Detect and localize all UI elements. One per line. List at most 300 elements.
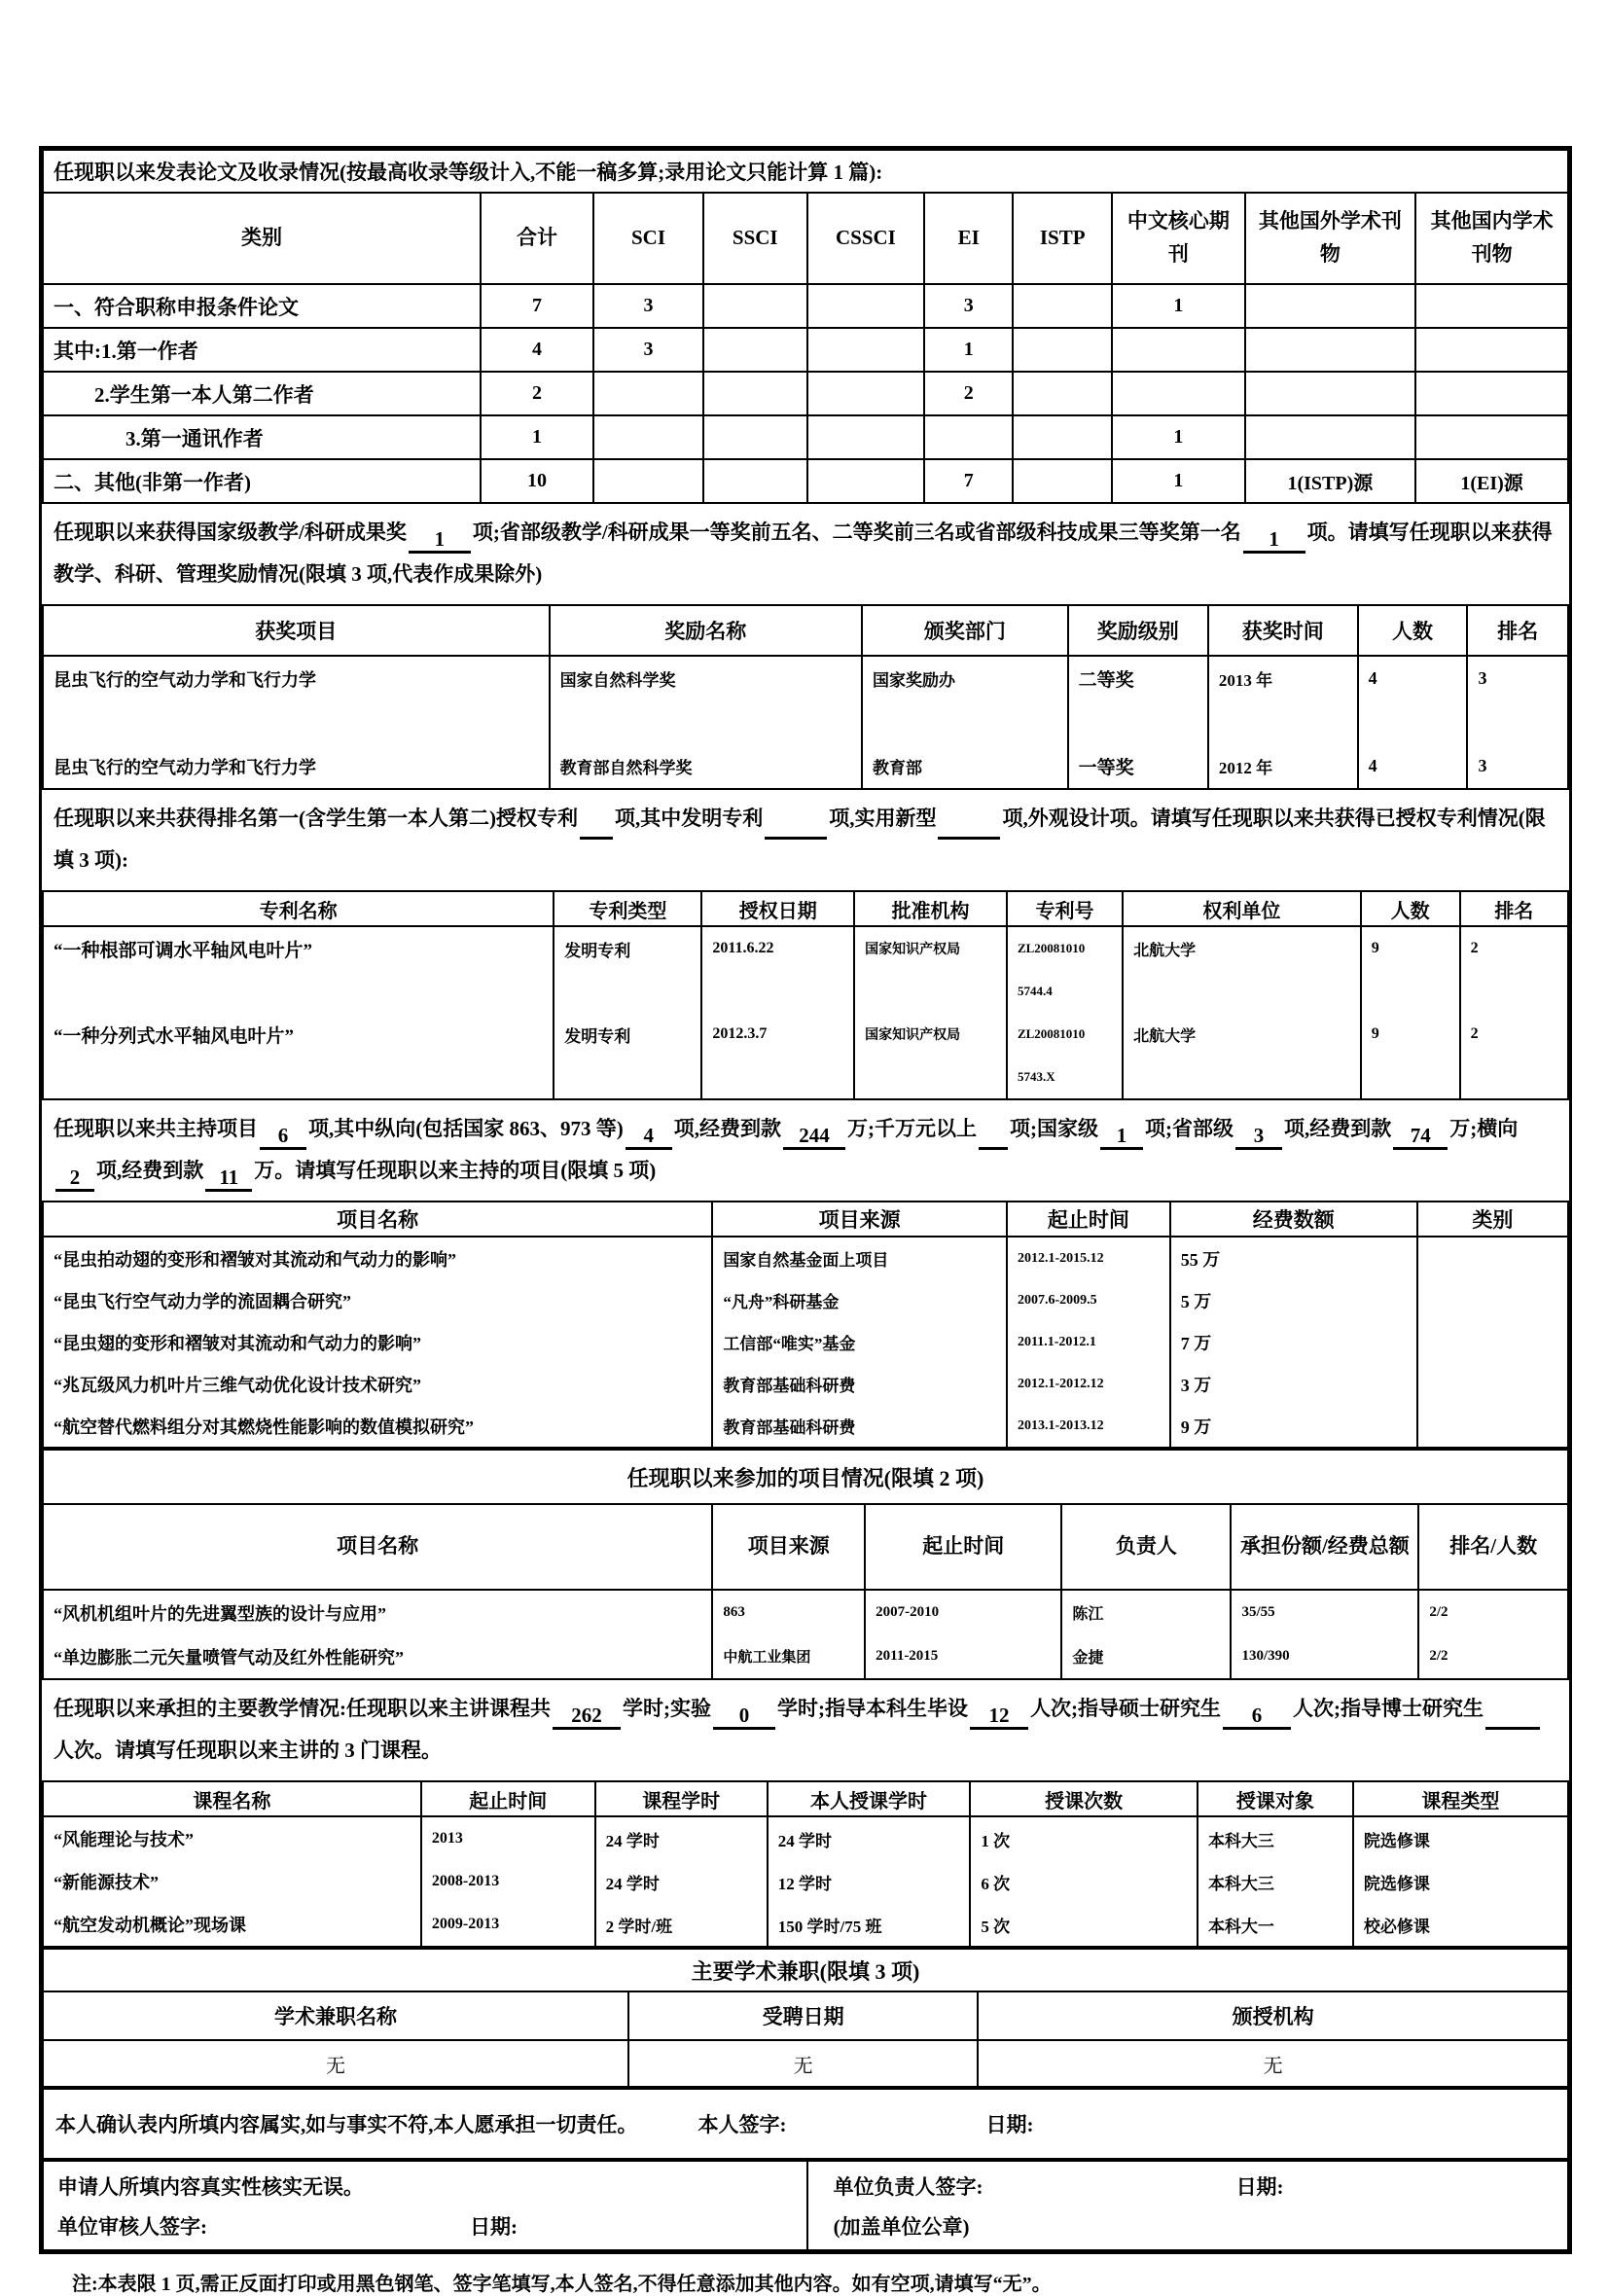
table-row [43, 1590, 1568, 1679]
table-cell: 3 [593, 284, 703, 328]
col-header: 中文核心期刊 [1112, 193, 1244, 284]
entry-line: 130/390 [1241, 1648, 1290, 1665]
table-cell: 10 [481, 459, 593, 503]
entry-line [44, 700, 549, 744]
form-sheet [39, 146, 1572, 2296]
entry-line: 6 次 [981, 1874, 1011, 1893]
table-cell [1061, 1590, 1231, 1679]
blank-field: 0 [713, 1704, 775, 1730]
table-cell: 4 [481, 328, 593, 372]
table-cell: 1 [924, 328, 1013, 372]
table-row [43, 926, 1568, 1099]
table-row [43, 1237, 1568, 1448]
col-header: 合计 [481, 193, 593, 284]
date-label: 日期: [1235, 2174, 1284, 2199]
table-cell [43, 926, 554, 1099]
entry-line: 昆虫飞行的空气动力学和飞行力学 [54, 669, 316, 690]
entry-line: 发明专利 [564, 1026, 631, 1046]
entry-line: 55 万 [1180, 1249, 1221, 1270]
col-header: 负责人 [1061, 1504, 1231, 1590]
entry-line: 2/2 [1429, 1648, 1448, 1665]
table-row [43, 150, 1568, 193]
blank-field: 74 [1393, 1124, 1448, 1150]
entry-line: “一种分列式水平轴风电叶片” [54, 1025, 295, 1047]
table-cell [1245, 372, 1416, 415]
blank-field [979, 1147, 1008, 1150]
col-header: ISTP [1013, 193, 1112, 284]
col-header: 授课对象 [1198, 1781, 1353, 1816]
teaching-paragraph [42, 1680, 1569, 1780]
table-row [43, 2161, 1568, 2250]
col-header: 排名 [1467, 605, 1568, 656]
table-row [43, 372, 1568, 415]
entry-line: “凡舟”科研基金 [723, 1293, 840, 1312]
table-cell [1417, 1237, 1568, 1448]
para-text: 任现职以来共获得排名第一(含学生第一本人第二)授权专利 [54, 807, 578, 831]
table-cell [1231, 1590, 1418, 1679]
entry-line: 2007-2010 [876, 1604, 940, 1621]
table-cell [703, 372, 807, 415]
blank-field [938, 837, 1000, 840]
table-row [43, 1991, 1568, 2040]
col-header: 专利号 [1007, 891, 1123, 926]
table-row [43, 1504, 1568, 1590]
table-cell [1170, 1237, 1417, 1448]
entry-line: 2011.6.22 [712, 940, 774, 957]
table-cell [862, 656, 1068, 789]
table-cell [1013, 415, 1112, 459]
awards-table [42, 604, 1569, 790]
entry-line: “单边膨胀二元矢量喷管气动及红外性能研究” [54, 1647, 404, 1668]
entry-line: 北航大学 [1133, 942, 1197, 959]
verification-statement: 申请人所填内容真实性核实无误。 [57, 2174, 364, 2199]
entry-line: 2011-2015 [876, 1648, 939, 1665]
table-row [43, 415, 1568, 459]
col-header: 授课次数 [970, 1781, 1198, 1816]
col-header: 排名/人数 [1418, 1504, 1568, 1590]
table-cell [1245, 284, 1416, 328]
table-cell: 7 [481, 284, 593, 328]
entry-line: 2012.1-2015.12 [1017, 1250, 1104, 1266]
table-cell [1112, 328, 1244, 372]
table-cell [1353, 1816, 1568, 1947]
entry-line: 5 次 [981, 1917, 1011, 1936]
entry-line: “风能理论与技术” [54, 1830, 194, 1850]
entry-line: 4 [1368, 668, 1377, 689]
date-label: 日期: [470, 2214, 518, 2239]
entry-line [44, 1056, 553, 1098]
blank-field: 244 [783, 1124, 845, 1150]
col-header: 奖励级别 [1068, 605, 1208, 656]
table-row [43, 193, 1568, 284]
publications-table [42, 149, 1569, 504]
table-cell: 3 [593, 328, 703, 372]
entry-line: “昆虫飞行空气动力学的流固耦合研究” [54, 1291, 351, 1311]
blank-field: 11 [205, 1166, 252, 1192]
table-cell [1467, 656, 1568, 789]
table-cell [712, 1590, 865, 1679]
entry-line: 工信部“唯实”基金 [723, 1335, 856, 1354]
confirmation-statement: 本人确认表内所填内容属实,如与事实不符,本人愿承担一切责任。 [55, 2113, 638, 2137]
para-text: 任现职以来承担的主要教学情况:任现职以来主讲课程共 [54, 1697, 551, 1721]
entry-line: 1 次 [981, 1831, 1011, 1850]
academic-positions-table [42, 1948, 1569, 2088]
row-label: 其中:1.第一作者 [43, 328, 481, 372]
blank-field: 4 [626, 1124, 672, 1150]
awards-paragraph [42, 504, 1569, 604]
table-row [43, 328, 1568, 372]
table-cell: 1 [1112, 284, 1244, 328]
table-cell: 2 [481, 372, 593, 415]
table-cell [1068, 656, 1208, 789]
para-text: 人次;指导硕士研究生 [1030, 1697, 1221, 1721]
col-header: 学术兼职名称 [43, 1991, 628, 2040]
entry-line: 2013.1-2013.12 [1017, 1417, 1104, 1433]
para-text: 万;千万元以上 [847, 1117, 977, 1141]
para-text: 任现职以来获得国家级教学/科研成果奖 [54, 520, 407, 544]
col-header: 本人授课学时 [768, 1781, 971, 1816]
entry-line [551, 700, 861, 744]
entry-line: 5743.X [1017, 1069, 1055, 1085]
table-row [43, 656, 1568, 789]
entry-line: “昆虫拍动翅的变形和褶皱对其流动和气动力的影响” [54, 1249, 456, 1270]
para-text: 项,经费到款 [673, 1117, 781, 1141]
entry-line [1209, 700, 1357, 744]
patents-table [42, 890, 1569, 1100]
para-text: 人次;指导博士研究生 [1293, 1697, 1484, 1721]
applicant-verification-cell [43, 2161, 807, 2250]
entry-line: 12 学时 [777, 1874, 833, 1893]
confirmation-table [42, 2088, 1569, 2160]
para-text: 项,其中纵向(包括国家 863、973 等) [308, 1117, 624, 1141]
entry-line [863, 700, 1067, 744]
table-cell [1415, 328, 1568, 372]
confirmation-cell [43, 2089, 1568, 2159]
table-cell [550, 656, 862, 789]
blank-field [1485, 1727, 1540, 1730]
entry-line: 院选修课 [1363, 1831, 1430, 1850]
table-cell [701, 926, 854, 1099]
blank-field: 1 [1100, 1124, 1143, 1150]
table-cell [593, 459, 703, 503]
table-cell: 1 [1112, 415, 1244, 459]
col-header: 人数 [1361, 891, 1460, 926]
self-signature-label: 本人签字: [697, 2113, 787, 2137]
entry-line: 35/55 [1241, 1604, 1275, 1621]
table-row [43, 891, 1568, 926]
patents-paragraph [42, 790, 1569, 890]
col-header: SSCI [703, 193, 807, 284]
para-text: 万;横向 [1449, 1117, 1519, 1141]
entry-line [1124, 1056, 1360, 1098]
table-cell [807, 459, 925, 503]
unit-review-table [42, 2160, 1569, 2251]
table-cell [1245, 328, 1416, 372]
blank-field: 6 [260, 1124, 306, 1150]
table-cell: 无 [43, 2040, 628, 2087]
table-cell [970, 1816, 1198, 1947]
table-cell [43, 1816, 421, 1947]
col-header: 获奖项目 [43, 605, 550, 656]
table-cell [1007, 926, 1123, 1099]
unit-seal-note: (加盖单位公章) [833, 2214, 970, 2239]
para-text: 项;国家级 [1010, 1117, 1098, 1141]
entry-line [702, 970, 853, 1013]
table-cell [807, 372, 925, 415]
col-header: 授权日期 [701, 891, 854, 926]
entry-line: 金捷 [1072, 1650, 1104, 1668]
date-label: 日期: [985, 2113, 1034, 2137]
unit-leader-signature-label: 单位负责人签字: [833, 2174, 983, 2199]
entry-line [554, 1056, 700, 1098]
table-cell: 1(EI)源 [1415, 459, 1568, 503]
entry-line: 9 万 [1180, 1417, 1212, 1437]
entry-line: 3 [1478, 668, 1487, 689]
participated-section-title: 任现职以来参加的项目情况(限填 2 项) [43, 1450, 1568, 1504]
entry-line: 2 [1470, 1025, 1479, 1043]
table-cell [1361, 926, 1460, 1099]
table-row [43, 2089, 1568, 2159]
participated-projects-table [42, 1449, 1569, 1680]
entry-line: 昆虫飞行的空气动力学和飞行力学 [54, 757, 316, 777]
entry-line [44, 970, 553, 1013]
table-cell [1418, 1590, 1568, 1679]
entry-line: 国家知识产权局 [865, 943, 961, 958]
entry-line: 24 学时 [605, 1874, 660, 1893]
para-text: 项。请填写任现职以来获得教学、科研、管理奖励情况(限填 3 项,代表作成果除外) [54, 520, 1553, 587]
col-header: 其他国外学术刊物 [1245, 193, 1416, 284]
col-header: 起止时间 [865, 1504, 1061, 1590]
table-cell [703, 284, 807, 328]
col-header: 项目来源 [712, 1504, 865, 1590]
table-cell [1013, 328, 1112, 372]
entry-line: 2013 [431, 1830, 463, 1848]
entry-line: 2/2 [1429, 1604, 1448, 1621]
entry-line: 院选修课 [1363, 1874, 1430, 1893]
entry-line: 2008-2013 [431, 1873, 500, 1890]
entry-line: 24 学时 [605, 1831, 660, 1850]
table-cell [1013, 372, 1112, 415]
table-cell [807, 284, 925, 328]
table-cell: 7 [924, 459, 1013, 503]
col-header: CSSCI [807, 193, 925, 284]
entry-line: 2 学时/班 [605, 1917, 673, 1936]
entry-line: 国家奖励办 [873, 671, 955, 691]
entry-line: 国家自然基金面上项目 [723, 1251, 889, 1271]
entry-line [1069, 700, 1207, 744]
entry-line: 3 万 [1180, 1375, 1212, 1395]
para-text: 项,经费到款 [1284, 1117, 1392, 1141]
entry-line: “航空替代燃料组分对其燃烧性能影响的数值模拟研究” [54, 1417, 474, 1437]
col-header: 类别 [1417, 1202, 1568, 1237]
blank-field: 12 [970, 1704, 1028, 1730]
col-header: 起止时间 [1007, 1202, 1170, 1237]
table-cell [1208, 656, 1358, 789]
entry-line: 4 [1368, 756, 1377, 776]
table-row [43, 1202, 1568, 1237]
entry-line [702, 1056, 853, 1098]
blank-field: 6 [1223, 1704, 1291, 1730]
col-header: 人数 [1358, 605, 1468, 656]
entry-line: “风机机组叶片的先进翼型族的设计与应用” [54, 1603, 386, 1624]
hosted-projects-table [42, 1201, 1569, 1449]
table-cell [703, 328, 807, 372]
entry-line: 863 [723, 1604, 745, 1621]
entry-line: 2012.3.7 [712, 1025, 768, 1043]
hosted-projects-paragraph [42, 1100, 1569, 1201]
blank-field: 262 [553, 1704, 621, 1730]
entry-line: 二等奖 [1078, 670, 1134, 692]
col-header: 排名 [1460, 891, 1568, 926]
table-cell: 1 [481, 415, 593, 459]
table-cell [43, 1237, 712, 1448]
table-cell [1013, 459, 1112, 503]
table-cell: 2 [924, 372, 1013, 415]
table-cell [1013, 284, 1112, 328]
entry-line [1418, 1238, 1567, 1279]
col-header: 批准机构 [854, 891, 1007, 926]
entry-line: 3 [1478, 756, 1487, 776]
entry-line: 陈江 [1072, 1606, 1104, 1624]
unit-leader-cell [807, 2161, 1568, 2250]
entry-line [1359, 700, 1467, 744]
col-header: 课程类型 [1353, 1781, 1568, 1816]
table-row [43, 2040, 1568, 2087]
table-cell [593, 372, 703, 415]
table-cell: 无 [628, 2040, 978, 2087]
entry-line: 本科大一 [1207, 1917, 1274, 1936]
entry-line: 2012.1-2012.12 [1017, 1376, 1104, 1391]
blank-field: 2 [55, 1166, 94, 1192]
table-cell [1460, 926, 1568, 1099]
col-header: 课程学时 [595, 1781, 768, 1816]
row-label: 一、符合职称申报条件论文 [43, 284, 481, 328]
entry-line: 教育部自然科学奖 [559, 759, 693, 778]
entry-line: “新能源技术” [54, 1873, 159, 1893]
entry-line: 9 [1371, 1025, 1379, 1043]
courses-table [42, 1780, 1569, 1948]
entry-line: 中航工业集团 [723, 1650, 811, 1667]
entry-line [1362, 970, 1459, 1013]
col-header: 项目来源 [712, 1202, 1007, 1237]
col-header: 项目名称 [43, 1202, 712, 1237]
table-cell [1123, 926, 1361, 1099]
para-text: 项,外观设计项。请填写任现职以来共获得已授权专利情况(限填 3 项): [54, 807, 1546, 873]
entry-line [1468, 700, 1567, 744]
col-header: 获奖时间 [1208, 605, 1358, 656]
blank-field: 1 [409, 527, 471, 554]
table-cell [421, 1816, 595, 1947]
col-header: EI [924, 193, 1013, 284]
table-cell: 无 [978, 2040, 1568, 2087]
entry-line [855, 1056, 1006, 1098]
table-cell [807, 415, 925, 459]
col-header: 起止时间 [421, 1781, 595, 1816]
entry-line: 本科大三 [1207, 1874, 1274, 1893]
entry-line: 2011.1-2012.1 [1017, 1334, 1096, 1349]
table-row [43, 605, 1568, 656]
entry-line: 150 学时/75 班 [777, 1917, 882, 1936]
entry-line [554, 970, 700, 1013]
entry-line [1461, 970, 1567, 1013]
entry-line: 2 [1470, 940, 1479, 957]
entry-line: “航空发动机概论”现场课 [54, 1916, 246, 1936]
academic-section-title: 主要学术兼职(限填 3 项) [43, 1949, 1568, 1991]
publications-section-title: 任现职以来发表论文及收录情况(按最高收录等级计入,不能一稿多算;录用论文只能计算 1 篇): [43, 150, 1568, 193]
para-text: 任现职以来共主持项目 [54, 1117, 258, 1141]
entry-line: 国家知识产权局 [865, 1028, 961, 1044]
table-cell [1007, 1237, 1170, 1448]
entry-line: 国家自然科学奖 [559, 671, 676, 691]
table-row [43, 1816, 1568, 1947]
entry-line: 5 万 [1180, 1291, 1212, 1311]
col-header: 课程名称 [43, 1781, 421, 1816]
footer-note: 注:本表限 1 页,需正反面打印或用黑色钢笔、签字笔填写,本人签名,不得任意添加其他内容。如有空项,请填写“无”。 [72, 2274, 1052, 2296]
table-row [43, 1781, 1568, 1816]
para-text: 学时;实验 [623, 1697, 711, 1721]
col-header: 其他国内学术刊物 [1415, 193, 1568, 284]
table-cell [854, 926, 1007, 1099]
table-cell [712, 1237, 1007, 1448]
col-header: 承担份额/经费总额 [1231, 1504, 1418, 1590]
table-cell [43, 656, 550, 789]
blank-field [765, 837, 827, 840]
table-cell [595, 1816, 768, 1947]
para-text: 项;省部级教学/科研成果一等奖前五名、二等奖前三名或省部级科技成果三等奖第一名 [472, 520, 1241, 544]
entry-line: 2009-2013 [431, 1916, 500, 1933]
col-header: 权利单位 [1123, 891, 1361, 926]
row-label: 2.学生第一本人第二作者 [43, 372, 481, 415]
blank-field: 1 [1243, 527, 1305, 554]
entry-line: ZL20081010 [1017, 1026, 1086, 1042]
entry-line: 2012 年 [1218, 759, 1273, 778]
table-cell [768, 1816, 971, 1947]
table-cell: 1 [1112, 459, 1244, 503]
entry-line: 教育部基础科研费 [723, 1377, 856, 1396]
para-text: 项;省部级 [1145, 1117, 1234, 1141]
table-row [43, 284, 1568, 328]
col-header: 类别 [43, 193, 481, 284]
table-cell [1112, 372, 1244, 415]
table-cell [593, 415, 703, 459]
entry-line: 本科大三 [1207, 1831, 1274, 1850]
entry-line: “一种根部可调水平轴风电叶片” [54, 940, 313, 961]
entry-line: 9 [1371, 940, 1379, 957]
para-text: 项,实用新型 [829, 807, 937, 831]
table-cell: 1(ISTP)源 [1245, 459, 1416, 503]
entry-line: 7 万 [1180, 1333, 1212, 1353]
col-header: 项目名称 [43, 1504, 712, 1590]
col-header: 奖励名称 [550, 605, 862, 656]
blank-field: 3 [1235, 1124, 1282, 1150]
table-cell: 3 [924, 284, 1013, 328]
unit-reviewer-signature-label: 单位审核人签字: [57, 2214, 207, 2239]
table-cell [1245, 415, 1416, 459]
para-text: 万。请填写任现职以来主持的项目(限填 5 项) [254, 1159, 657, 1183]
table-cell [1415, 284, 1568, 328]
entry-line: 校必修课 [1363, 1917, 1430, 1936]
entry-line: 一等奖 [1078, 758, 1134, 779]
entry-line [1362, 1056, 1459, 1098]
para-text: 项,经费到款 [96, 1159, 204, 1183]
entry-line [855, 970, 1006, 1013]
entry-line: ZL20081010 [1017, 941, 1086, 956]
para-text: 人次。请填写任现职以来主讲的 3 门课程。 [54, 1739, 442, 1763]
form-border-box [39, 146, 1572, 2254]
entry-line: 5744.4 [1017, 984, 1053, 999]
table-cell [924, 415, 1013, 459]
table-cell [807, 328, 925, 372]
